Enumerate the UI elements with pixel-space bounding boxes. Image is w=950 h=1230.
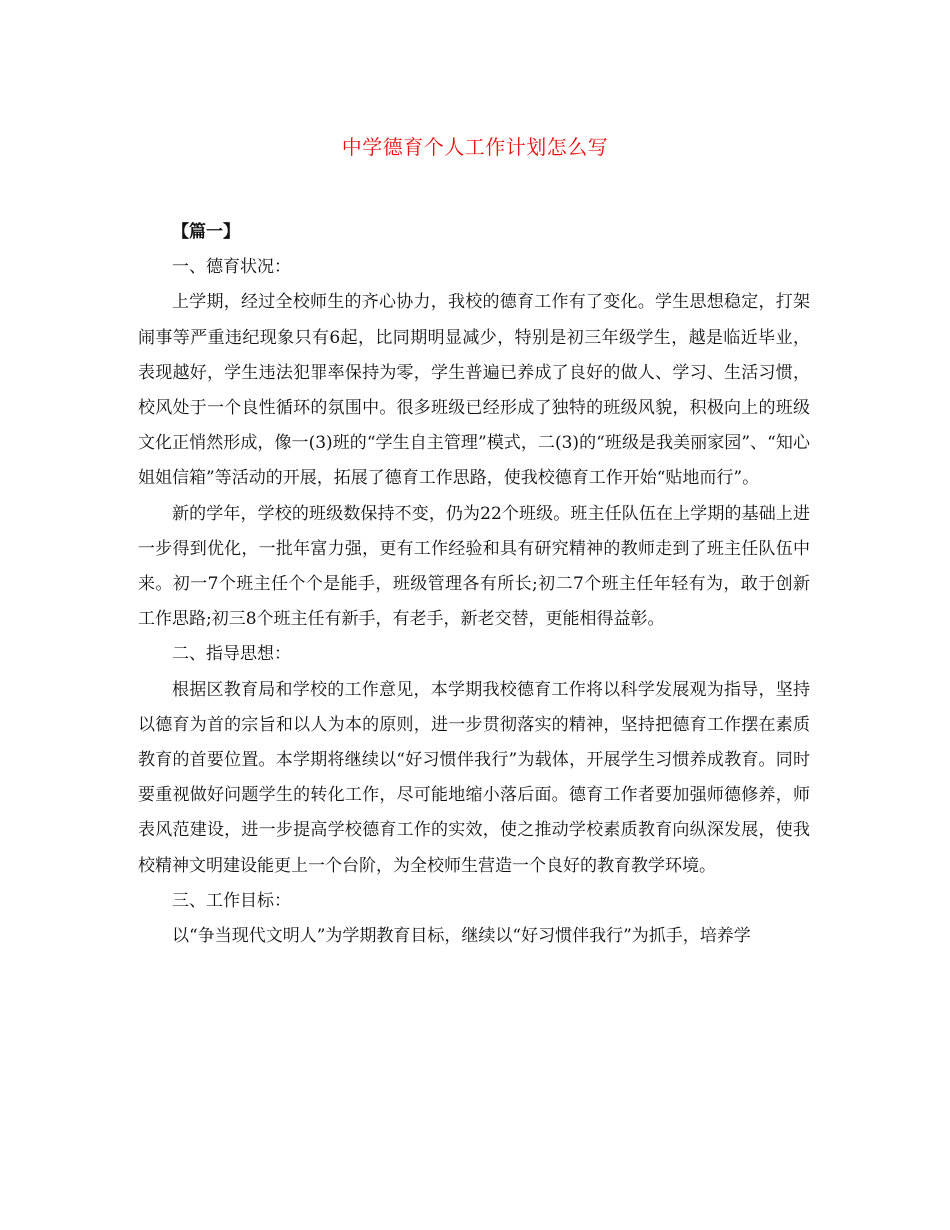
section-heading-situation: 一、德育状况： [172,257,291,278]
paragraph-new-year: 新的学年，学校的班级数保持不变，仍为22个班级。班主任队伍在上学期的基础上进一步得到优化，一批年富力强，更有工作经验和具有研究精神的教师走到了班主任队伍中来。初一7个班主任个个是能手，班级管理各有所长;初二7个班主任年轻有为，敢于创新工作思路;初三8个班主任有新手，有老手，新老交替，更能相得益彰。 [138,503,810,630]
paragraph-guiding-thought: 根据区教育局和学校的工作意见，本学期我校德育工作将以科学发展观为指导，坚持以德育为首的宗旨和以人为本的原则，进一步贯彻落实的精神，坚持把德育工作摆在素质教育的首要位置。本学期将继续以“好习惯伴我行”为载体，开展学生习惯养成教育。同时要重视做好问题学生的转化工作，尽可能地缩小落后面。德育工作者要加强师德修养，师表风范建设，进一步提高学校德育工作的实效，使之推动学校素质教育向纵深发展，使我校精神文明建设能更上一个台阶，为全校师生营造一个良好的教育教学环境。 [138,679,810,876]
section-tag: 【篇一】 [172,222,240,242]
paragraph-work-goals: 以“争当现代文明人”为学期教育目标，继续以“好习惯伴我行”为抓手，培养学 [172,926,751,947]
paragraph-last-semester: 上学期，经过全校师生的齐心协力，我校的德育工作有了变化。学生思想稳定，打架闹事等严重违纪现象只有6起，比同期明显减少，特别是初三年级学生，越是临近毕业，表现越好，学生违法犯罪率保持为零，学生普遍已养成了良好的做人、学习、生活习惯，校风处于一个良性循环的氛围中。很多班级已经形成了独特的班级风貌，积极向上的班级文化正悄然形成，像一(3)班的“学生自主管理”模式，二(3)的“班级是我美丽家园”、“知心姐姐信箱”等活动的开展，拓展了德育工作思路，使我校德育工作开始“贴地而行”。 [138,292,810,489]
section-heading-guiding-thought: 二、指导思想： [172,644,291,665]
document-title: 中学德育个人工作计划怎么写 [341,135,609,159]
document-body [138,215,810,954]
section-heading-work-goals: 三、工作目标： [172,890,291,911]
